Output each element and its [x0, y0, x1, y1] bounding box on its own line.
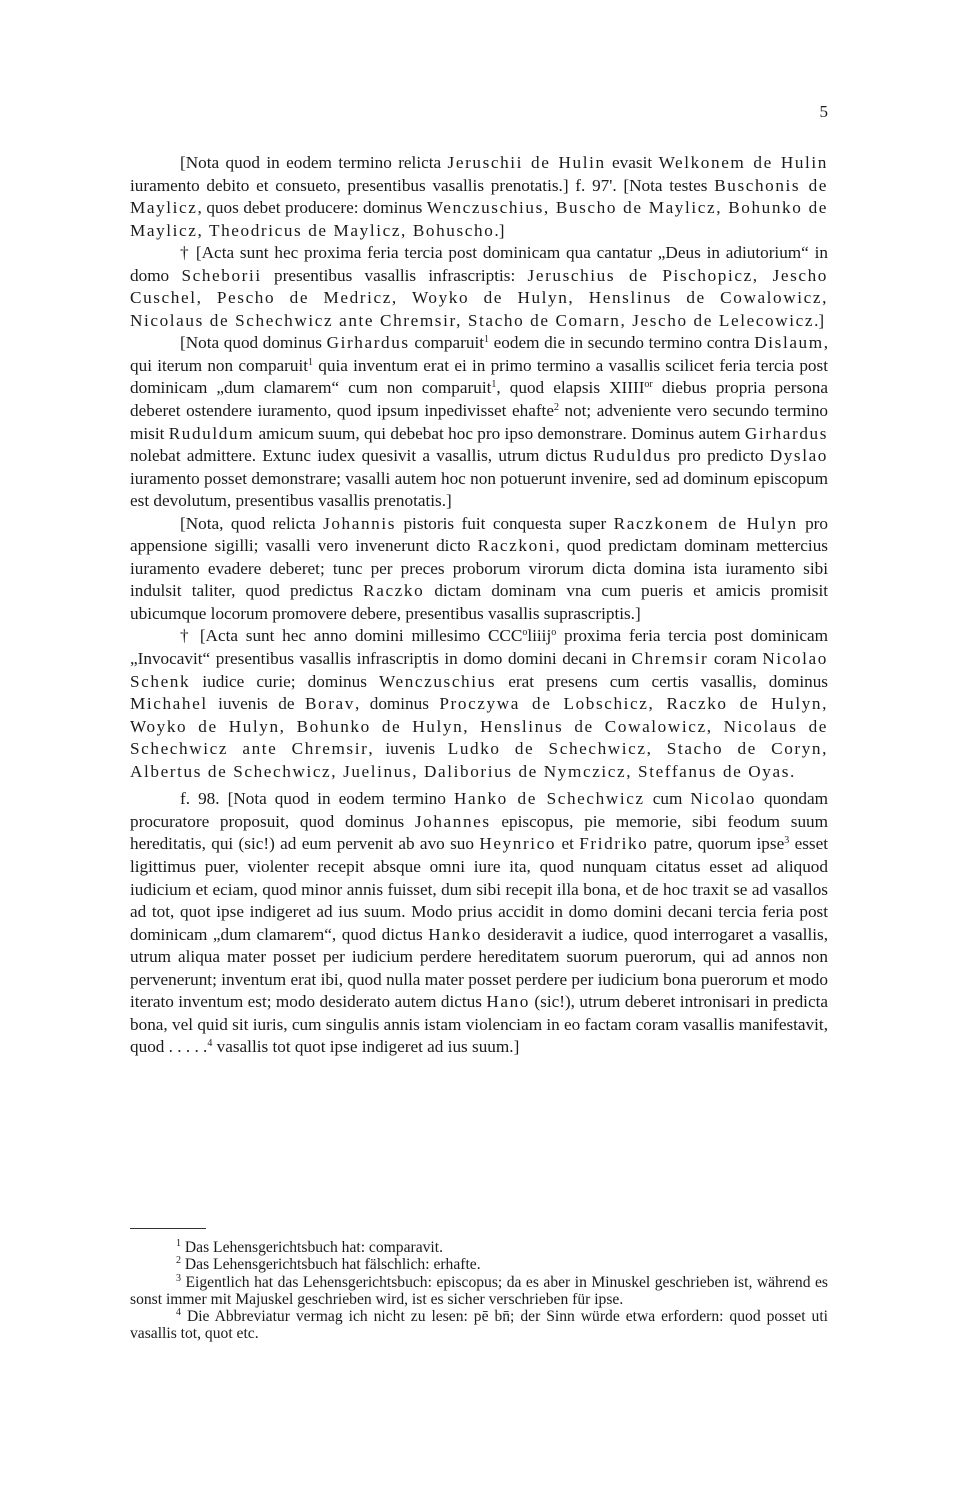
text-run: Das Lehensgerichtsbuch hat fälschlich: erhafte.	[181, 1256, 481, 1274]
paragraph-2	[130, 242, 828, 332]
text-run: f. 98. [Nota quod in eodem termino	[180, 789, 455, 809]
page-number: 5	[819, 102, 828, 121]
name-text: Scheborii	[181, 265, 262, 285]
name-text: Ludko de Schechwicz, Stacho de Coryn, Albertus de Schechwicz, Juelinus, Daliborius de Nymczicz, Steffanus de Oyas	[130, 739, 829, 781]
text-run: diebus propria persona deberet ostendere iuramento, quod ipsum inpedivisset ehafte	[130, 378, 828, 421]
text-run: † [Acta sunt hec anno domini millesimo CCC	[180, 626, 523, 646]
note-marker: 3	[176, 1272, 181, 1284]
name-text: Jeruschius de Pischopicz, Jescho Cuschel, Pescho de Medricz, Woyko de Hulyn, Henslinus de Cowalowicz, Nicolaus de Schechwicz ante Chremsir, Stacho de Comarn, Jescho de Lelecowicz	[130, 265, 828, 330]
text-run: evasit	[605, 153, 659, 172]
name-text: Johannis	[323, 513, 397, 533]
paragraph-4	[130, 513, 828, 626]
text-run: , dominus	[354, 694, 440, 714]
name-text: Nicolao Schenk	[130, 649, 828, 691]
text-run: presentibus vasallis infrascriptis:	[261, 265, 528, 285]
note-marker: 3	[784, 835, 790, 847]
text-run: , quod predictam dominam mettercius iuramento evadere deberet; tunc per preces proborum virorum dicta domina ista iuramento sibi indulsit taliter, quod predictus	[130, 536, 828, 601]
text-run: pistoris fuit conquesta super	[396, 513, 614, 533]
name-text: Wenczuschius	[379, 671, 497, 691]
text-run: episcopus, pie memorie, sibi feodum suum hereditatis, qui (sic!) ad eum pervenit ab avo suo	[130, 811, 828, 854]
name-text: Chremsir	[631, 649, 709, 669]
text-run: patre, quorum ipse	[648, 834, 785, 854]
paragraph-5	[130, 625, 828, 783]
text-run: nolebat admittere. Extunc iudex quesivit a vasallis, utrum dictus	[130, 446, 593, 466]
footnote-3	[130, 1274, 828, 1309]
text-run: , quos debet producere: dominus	[197, 198, 427, 218]
note-marker: 1	[308, 356, 314, 368]
name-text: Dyslao	[769, 446, 828, 466]
note-marker: or	[644, 379, 653, 391]
name-text: Hanko de Schechwicz	[454, 789, 645, 809]
footnotes	[130, 1239, 828, 1343]
name-text: Buschonis de Maylicz	[130, 175, 828, 218]
name-text: Hanko	[428, 924, 483, 944]
note-marker: 1	[484, 334, 490, 346]
name-text: Dislaum	[754, 333, 824, 353]
body-text	[130, 152, 828, 1059]
text-run: , qui iterum non comparuit	[130, 333, 829, 375]
text-run: Das Lehensgerichtsbuch hat: comparavit.	[181, 1239, 443, 1256]
text-run: quondam procuratore proposuit, quod dominus	[130, 789, 829, 831]
text-run: , iuvenis	[368, 739, 448, 759]
text-run: desideravit a iudice, quod interrogaret a vasallis, utrum aliqua mater posset per iudicium perdere hereditatem suorum puerorum, qui ad annos non pervenerunt; inventum erat ibi, quod nulla mater posset perdere per iudicium bona puerorum et modo iterato inventum est; modo desiderato autem dictus	[130, 924, 828, 1012]
text-run: eodem die in secundo termino contra	[489, 333, 755, 353]
note-marker: 1	[176, 1238, 181, 1249]
name-text: Michahel	[130, 694, 208, 714]
text-run: proxima feria tercia post dominicam „Invocavit“ presentibus vasallis infrascriptis in domo domini decani in	[130, 626, 828, 669]
text-run: iuramento debito et consueto, presentibus vasallis prenotatis.] f. 97'. [Nota testes	[130, 175, 715, 195]
text-run: quia inventum erat ei in primo termino a vasallis scilicet feria tercia post dominicam „dum clamarem“ cum non comparuit	[130, 355, 828, 398]
text-run: [Nota quod dominus	[180, 333, 327, 353]
note-marker: 4	[176, 1307, 181, 1319]
text-run: esset ligittimus puer, violenter recepit absque omni iure ita, quod nunquam citatus esset ad aliquod iudicium et eciam, quod minor annis fuisset, dum sibi recepit illa bona, et de hoc traxit se ad vasallos ad tot, quot ipse indigeret ad ius suum. Modo prius accidit in domo domini decani tercia feria post dominicam „dum clamarem“, quod dictus	[130, 834, 828, 944]
name-text: Johannes	[414, 811, 491, 831]
footnote-2	[130, 1256, 828, 1273]
name-text: Raczkoni	[477, 536, 556, 556]
text-run: vasallis tot quot ipse indigeret ad ius suum.]	[212, 1037, 520, 1057]
footnote-1	[130, 1239, 828, 1256]
text-run: cum	[644, 789, 691, 809]
name-text: Heynrico	[479, 834, 557, 854]
text-run: (sic!), utrum deberet intronisari in predicta bona, vel quid sit iuris, cum singulis annis istam violenciam in eo factam coram vasallis manifestavit, quod . . . . .	[130, 992, 828, 1057]
name-text: Hano	[486, 992, 530, 1012]
text-run: .]	[814, 310, 825, 330]
name-text: Fridriko	[579, 834, 649, 854]
text-run: comparuit	[409, 333, 485, 353]
text-run: iuramento posset demonstrare; vasalli autem hoc non potuerunt invenire, sed ad dominum episcopum est devolutum, presentibus vasallis prenotatis.]	[130, 468, 828, 511]
text-run: et	[556, 834, 580, 854]
text-run: pro predicto	[671, 446, 770, 466]
footnote-4	[130, 1308, 828, 1343]
text-run: [Nota quod in eodem termino relicta	[180, 153, 448, 172]
text-run: iudice curie; dominus	[190, 671, 380, 691]
text-run: , quod elapsis XIIII	[496, 378, 645, 398]
note-marker: o	[551, 627, 557, 639]
name-text: Raczkonem de Hulyn	[613, 513, 798, 533]
note-marker: 2	[176, 1255, 181, 1267]
name-text: Nicolao	[690, 789, 756, 809]
text-run: amicum suum, qui debebat hoc pro ipso demonstrare. Dominus autem	[254, 423, 745, 443]
paragraph-1	[130, 152, 828, 242]
name-text: Ruduldus	[593, 446, 672, 466]
text-run: iuvenis de	[207, 694, 305, 714]
text-run: not; adveniente vero secundo termino misit	[130, 401, 829, 443]
name-text: Girhardus	[744, 423, 828, 443]
text-run: pro appensione sigilli; vasalli vero invenerunt dicto	[130, 513, 829, 556]
text-run: coram	[708, 649, 763, 669]
text-run: Die Abbreviatur vermag ich nicht zu lesen: pē bn̄; der Sinn würde etwa erfordern: quod posset uti vasallis tot, quot etc.	[130, 1308, 828, 1343]
text-run: dictam dominam vna cum pueris et amicis promisit ubicumque locorum promovere debere, presentibus vasallis suprascriptis.]	[130, 581, 828, 623]
text-run: [Nota, quod relicta	[180, 513, 324, 533]
footnote-rule	[130, 1228, 206, 1229]
name-text: Jeruschii de Hulin	[447, 153, 606, 172]
note-marker: 2	[553, 402, 559, 414]
text-run: .	[790, 761, 795, 781]
name-text: Ruduldum	[168, 423, 255, 443]
text-run: erat presens cum certis vasallis, dominus	[496, 671, 828, 691]
paragraph-3	[130, 332, 828, 512]
text-run: Eigentlich hat das Lehensgerichtsbuch: episcopus; da es aber in Minuskel geschrieben ist, während es sonst immer mit Majuskel geschrieben wird, ist es sicher verschrieben für ipse.	[130, 1273, 828, 1308]
name-text: Raczko	[363, 581, 425, 601]
name-text: Borav	[304, 694, 355, 714]
paragraph-6	[130, 788, 828, 1059]
text-run: .]	[494, 220, 505, 240]
name-text: Girhardus	[326, 333, 410, 353]
note-marker: 4	[207, 1038, 213, 1050]
note-marker: 1	[491, 379, 497, 391]
name-text: Welkonem de Hulin	[658, 153, 828, 172]
name-text: Wenczuschius, Buscho de Maylicz, Bohunko de Maylicz, Theodricus de Maylicz, Bohuscho	[130, 198, 828, 240]
name-text: Proczywa de Lobschicz, Raczko de Hulyn, Woyko de Hulyn, Bohunko de Hulyn, Henslinus de Cowalowicz, Nicolaus de Schechwicz ante Chremsir	[130, 694, 828, 759]
text-run: † [Acta sunt hec proxima feria tercia post dominicam qua cantatur „Deus in adiutorium“ in domo	[130, 243, 828, 285]
note-marker: o	[522, 627, 528, 639]
text-run: liiij	[527, 626, 552, 646]
